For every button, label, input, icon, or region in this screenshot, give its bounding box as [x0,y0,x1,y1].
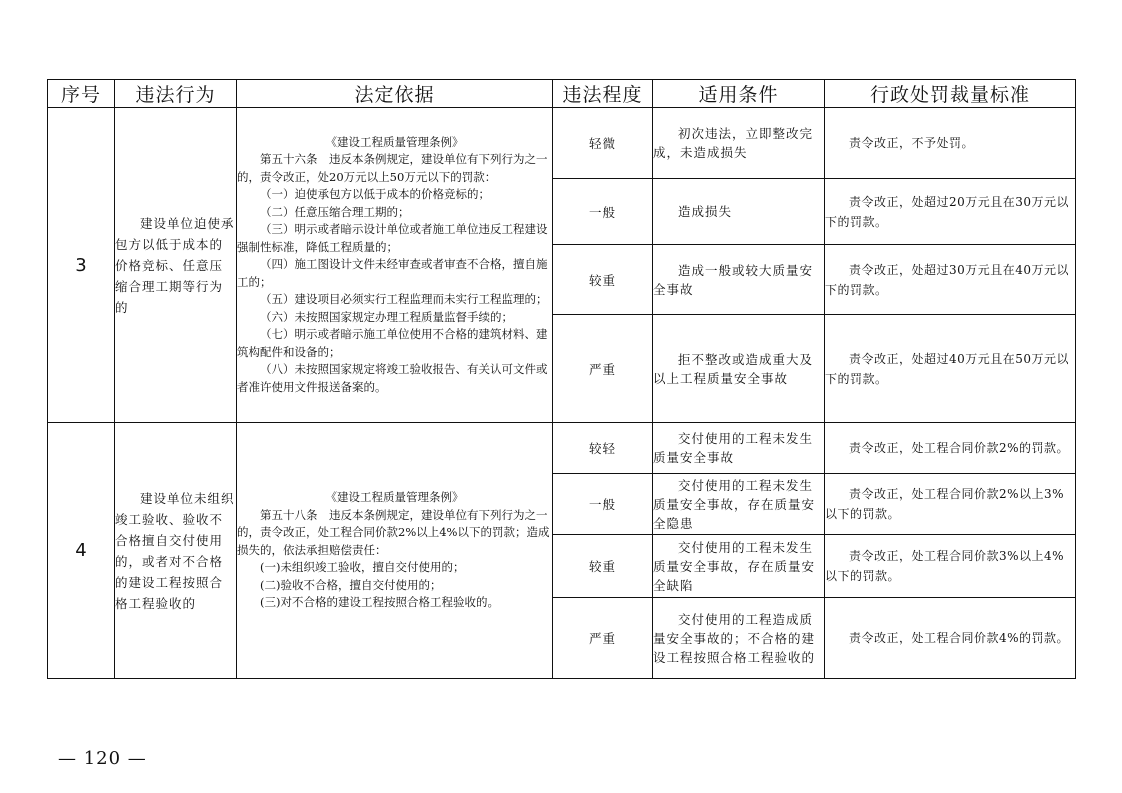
penalty-cell [825,423,1076,474]
row-number: 3 [48,108,115,423]
basis-item: （七）明示或者暗示施工单位使用不合格的建筑材料、建筑构配件和设备的； [237,327,548,359]
basis-item: (二)验收不合格，擅自交付使用的； [260,577,442,592]
page-number: — 120 — [58,748,147,769]
penalty-text: 责令改正，处工程合同价款2%的罚款。 [849,441,1070,455]
condition-text: 初次违法，立即整改完成，未造成损失 [653,126,814,160]
header-violation: 违法行为 [115,80,237,108]
violation-cell [115,423,237,679]
penalty-cell [825,474,1076,535]
basis-item: (一)未组织竣工验收，擅自交付使用的； [260,560,465,575]
basis-item: （一）迫使承包方以低于成本的价格竞标的； [260,187,490,202]
violation-text: 建设单位迫使承包方以低于成本的价格竞标、任意压缩合理工期等行为的 [115,215,235,315]
basis-item: （三）明示或者暗示设计单位或者施工单位违反工程建设强制性标准，降低工程质量的； [237,222,548,254]
basis-item: （八）未按照国家规定将竣工验收报告、有关认可文件或者准许使用文件报送备案的。 [237,362,548,394]
header-degree: 违法程度 [553,80,653,108]
degree-cell: 严重 [553,598,653,679]
condition-cell [653,474,825,535]
header-legal-basis: 法定依据 [237,80,553,108]
condition-text: 交付使用的工程未发生质量安全事故 [653,431,814,465]
condition-cell [653,535,825,598]
condition-text: 交付使用的工程未发生质量安全事故，存在质量安全隐患 [653,477,816,531]
penalty-cell [825,179,1076,245]
article-text: 第五十六条 违反本条例规定，建设单位有下列行为之一的，责令改正，处20万元以上50万元以下的罚款： [237,152,548,184]
degree-cell: 一般 [553,179,653,245]
condition-text: 交付使用的工程造成质量安全事故的；不合格的建设工程按照合格工程验收的 [653,611,816,665]
header-penalty-standard: 行政处罚裁量标准 [825,80,1076,108]
degree-cell: 轻微 [553,108,653,179]
penalty-cell [825,315,1076,423]
condition-text: 造成一般或较大质量安全事故 [653,262,814,297]
penalty-text: 责令改正，处工程合同价款2%以上3%以下的罚款。 [825,487,1065,521]
legal-basis-cell [237,108,553,423]
condition-cell [653,108,825,179]
penalty-cell [825,598,1076,679]
penalty-text: 责令改正，处工程合同价款4%的罚款。 [849,631,1070,645]
penalty-text: 责令改正，处工程合同价款3%以上4%以下的罚款。 [825,549,1065,583]
condition-cell [653,179,825,245]
header-row [48,80,1076,108]
basis-item: （二）任意压缩合理工期的； [260,204,410,219]
penalty-cell [825,535,1076,598]
violation-text: 建设单位未组织竣工验收、验收不合格擅自交付使用的，或者对不合格的建设工程按照合格工程验收的 [115,490,235,611]
degree-cell: 较轻 [553,423,653,474]
penalty-standard-table [47,79,1076,679]
condition-text: 造成损失 [678,204,733,219]
header-no: 序号 [48,80,115,108]
basis-item: （四）施工图设计文件未经审查或者审查不合格，擅自施工的； [237,257,548,289]
condition-text: 拒不整改或造成重大及以上工程质量安全事故 [653,351,814,386]
penalty-text: 责令改正，处超过30万元且在40万元以下的罚款。 [825,262,1070,297]
penalty-text: 责令改正，不予处罚。 [849,136,975,150]
degree-cell: 严重 [553,315,653,423]
table-row [48,108,1076,179]
penalty-cell [825,108,1076,179]
basis-item: (三)对不合格的建设工程按照合格工程验收的。 [260,595,499,610]
condition-cell [653,315,825,423]
condition-cell [653,245,825,315]
table-row [48,423,1076,474]
degree-cell: 较重 [553,535,653,598]
condition-text: 交付使用的工程未发生质量安全事故，存在质量安全缺陷 [653,539,816,593]
degree-cell: 一般 [553,474,653,535]
condition-cell [653,423,825,474]
degree-cell: 较重 [553,245,653,315]
condition-cell [653,598,825,679]
penalty-text: 责令改正，处超过40万元且在50万元以下的罚款。 [825,351,1070,386]
row-number: 4 [48,423,115,679]
legal-basis-cell [237,423,553,679]
regulation-title: 《建设工程质量管理条例》 [325,134,464,149]
penalty-text: 责令改正，处超过20万元且在30万元以下的罚款。 [825,194,1070,229]
basis-item: （六）未按照国家规定办理工程质量监督手续的； [260,309,513,324]
article-text: 第五十八条 违反本条例规定，建设单位有下列行为之一的，责令改正，处工程合同价款2%以上4%以下的罚款；造成损失的，依法承担赔偿责任： [237,507,550,557]
penalty-cell [825,245,1076,315]
basis-item: （五）建设项目必须实行工程监理而未实行工程监理的； [260,292,548,307]
regulation-title: 《建设工程质量管理条例》 [325,490,464,505]
header-condition: 适用条件 [653,80,825,108]
violation-cell [115,108,237,423]
